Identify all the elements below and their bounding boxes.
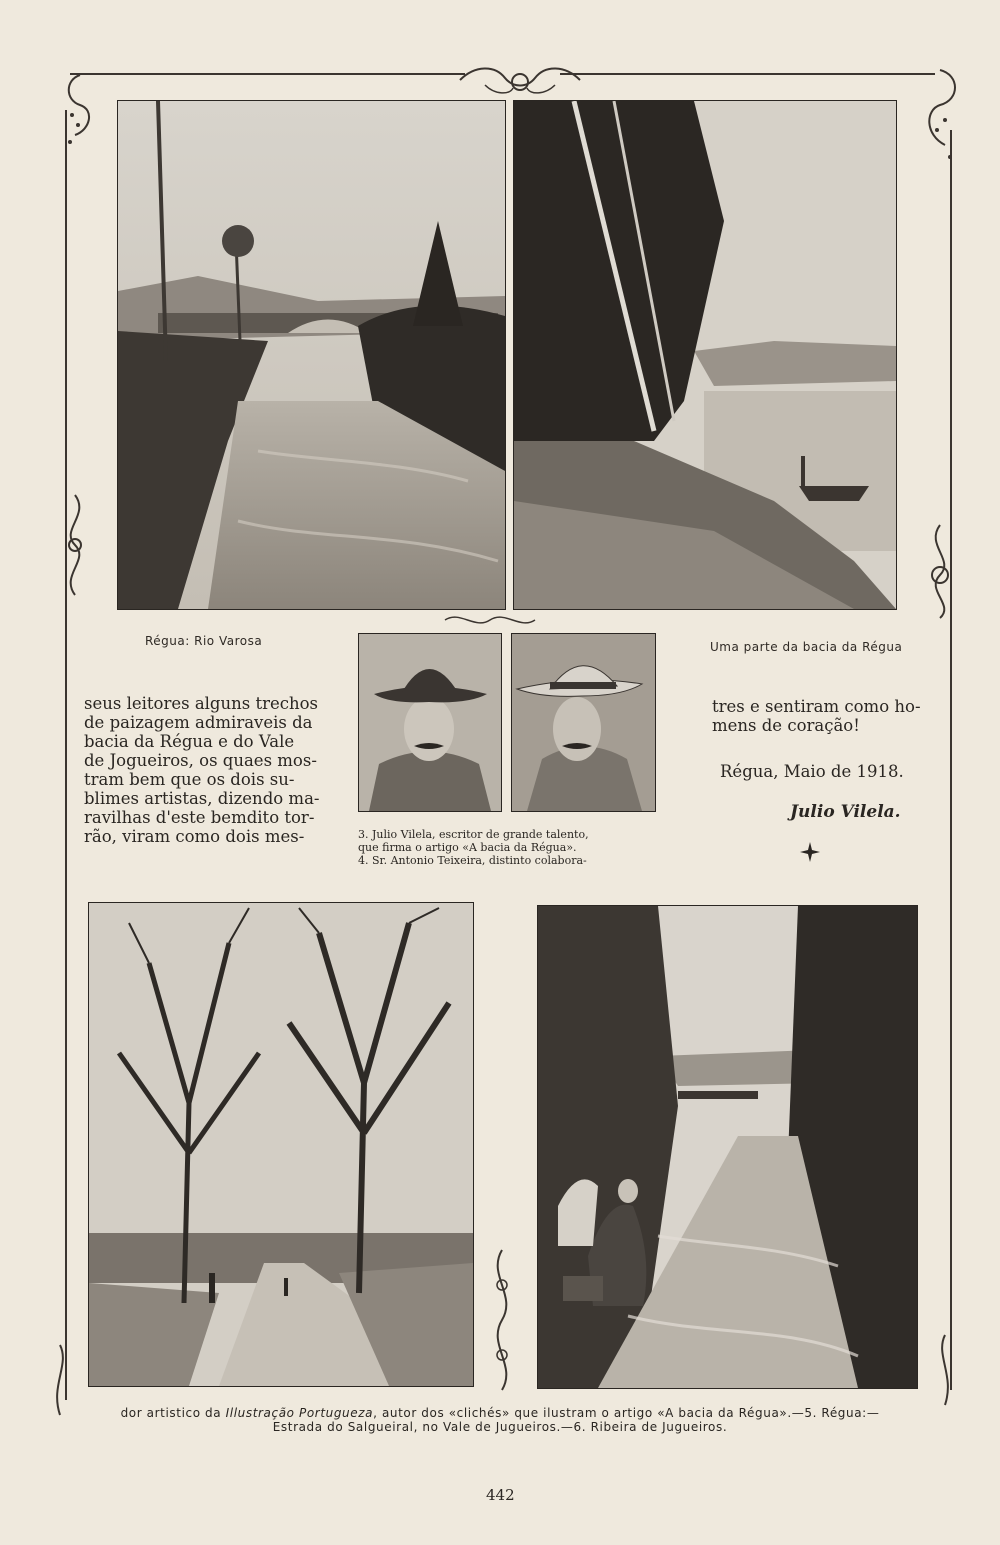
frame-top-right-rule (560, 73, 935, 75)
photo-bacia-da-regua (513, 100, 897, 610)
left-mid-ornament (55, 490, 95, 600)
center-small-ornament (440, 608, 540, 632)
portrait-julio-vilela (358, 633, 502, 812)
signature: Julio Vilela. (790, 802, 901, 822)
photo-ribeira-de-jugueiros (537, 905, 918, 1389)
top-left-corner-ornament (60, 70, 100, 160)
text-line: bacia da Régua e do Vale (84, 732, 295, 751)
right-mid-ornament (915, 520, 965, 620)
publication-title: Illustração Portugueza (225, 1406, 374, 1420)
text-line: tram bem que os dois su- (84, 770, 295, 789)
caption-photo-2: Uma parte da bacia da Régua (710, 640, 903, 654)
bottom-center-ornament (482, 1245, 522, 1395)
text-line: mens de coração! (712, 716, 860, 735)
left-column-text (84, 694, 320, 846)
page-number: 442 (486, 1486, 515, 1504)
caption-line: 4. Sr. Antonio Teixeira, distinto colabora- (358, 854, 587, 867)
top-right-corner-ornament (915, 65, 965, 175)
star-ornament (800, 842, 820, 862)
caption-text: dor artistico da (120, 1406, 226, 1420)
right-column-text (712, 697, 921, 735)
caption-photo-1: Régua: Rio Varosa (145, 634, 263, 648)
top-ornament (455, 60, 585, 100)
frame-left-rule (65, 110, 67, 1400)
bottom-caption (60, 1406, 940, 1434)
frame-right-rule (950, 130, 952, 1390)
portrait-caption (358, 828, 589, 867)
text-line: de paizagem admiraveis da (84, 713, 313, 732)
frame-top-left-rule (70, 73, 465, 75)
text-line: tres e sentiram como ho- (712, 697, 921, 716)
dateline: Régua, Maio de 1918. (720, 762, 904, 781)
text-line: blimes artistas, dizendo ma- (84, 789, 320, 808)
text-line: ravilhas d'este bemdito tor- (84, 808, 315, 827)
text-line: seus leitores alguns trechos (84, 694, 319, 713)
bottom-right-ornament (930, 1330, 960, 1410)
caption-line: 3. Julio Vilela, escritor de grande talento, (358, 828, 589, 841)
photo-estrada-do-salgueiral (88, 902, 474, 1387)
caption-line: que firma o artigo «A bacia da Régua». (358, 841, 577, 854)
text-line: rão, viram como dois mes- (84, 827, 305, 846)
caption-text: , autor dos «clichés» que ilustram o artigo «A bacia da Régua».—5. Régua:— (373, 1406, 880, 1420)
caption-text: Estrada do Salgueiral, no Vale de Jugueiros.—6. Ribeira de Jugueiros. (272, 1420, 728, 1434)
text-line: de Jogueiros, os quaes mos- (84, 751, 317, 770)
portrait-antonio-teixeira (511, 633, 656, 812)
photo-rio-varosa (117, 100, 506, 610)
